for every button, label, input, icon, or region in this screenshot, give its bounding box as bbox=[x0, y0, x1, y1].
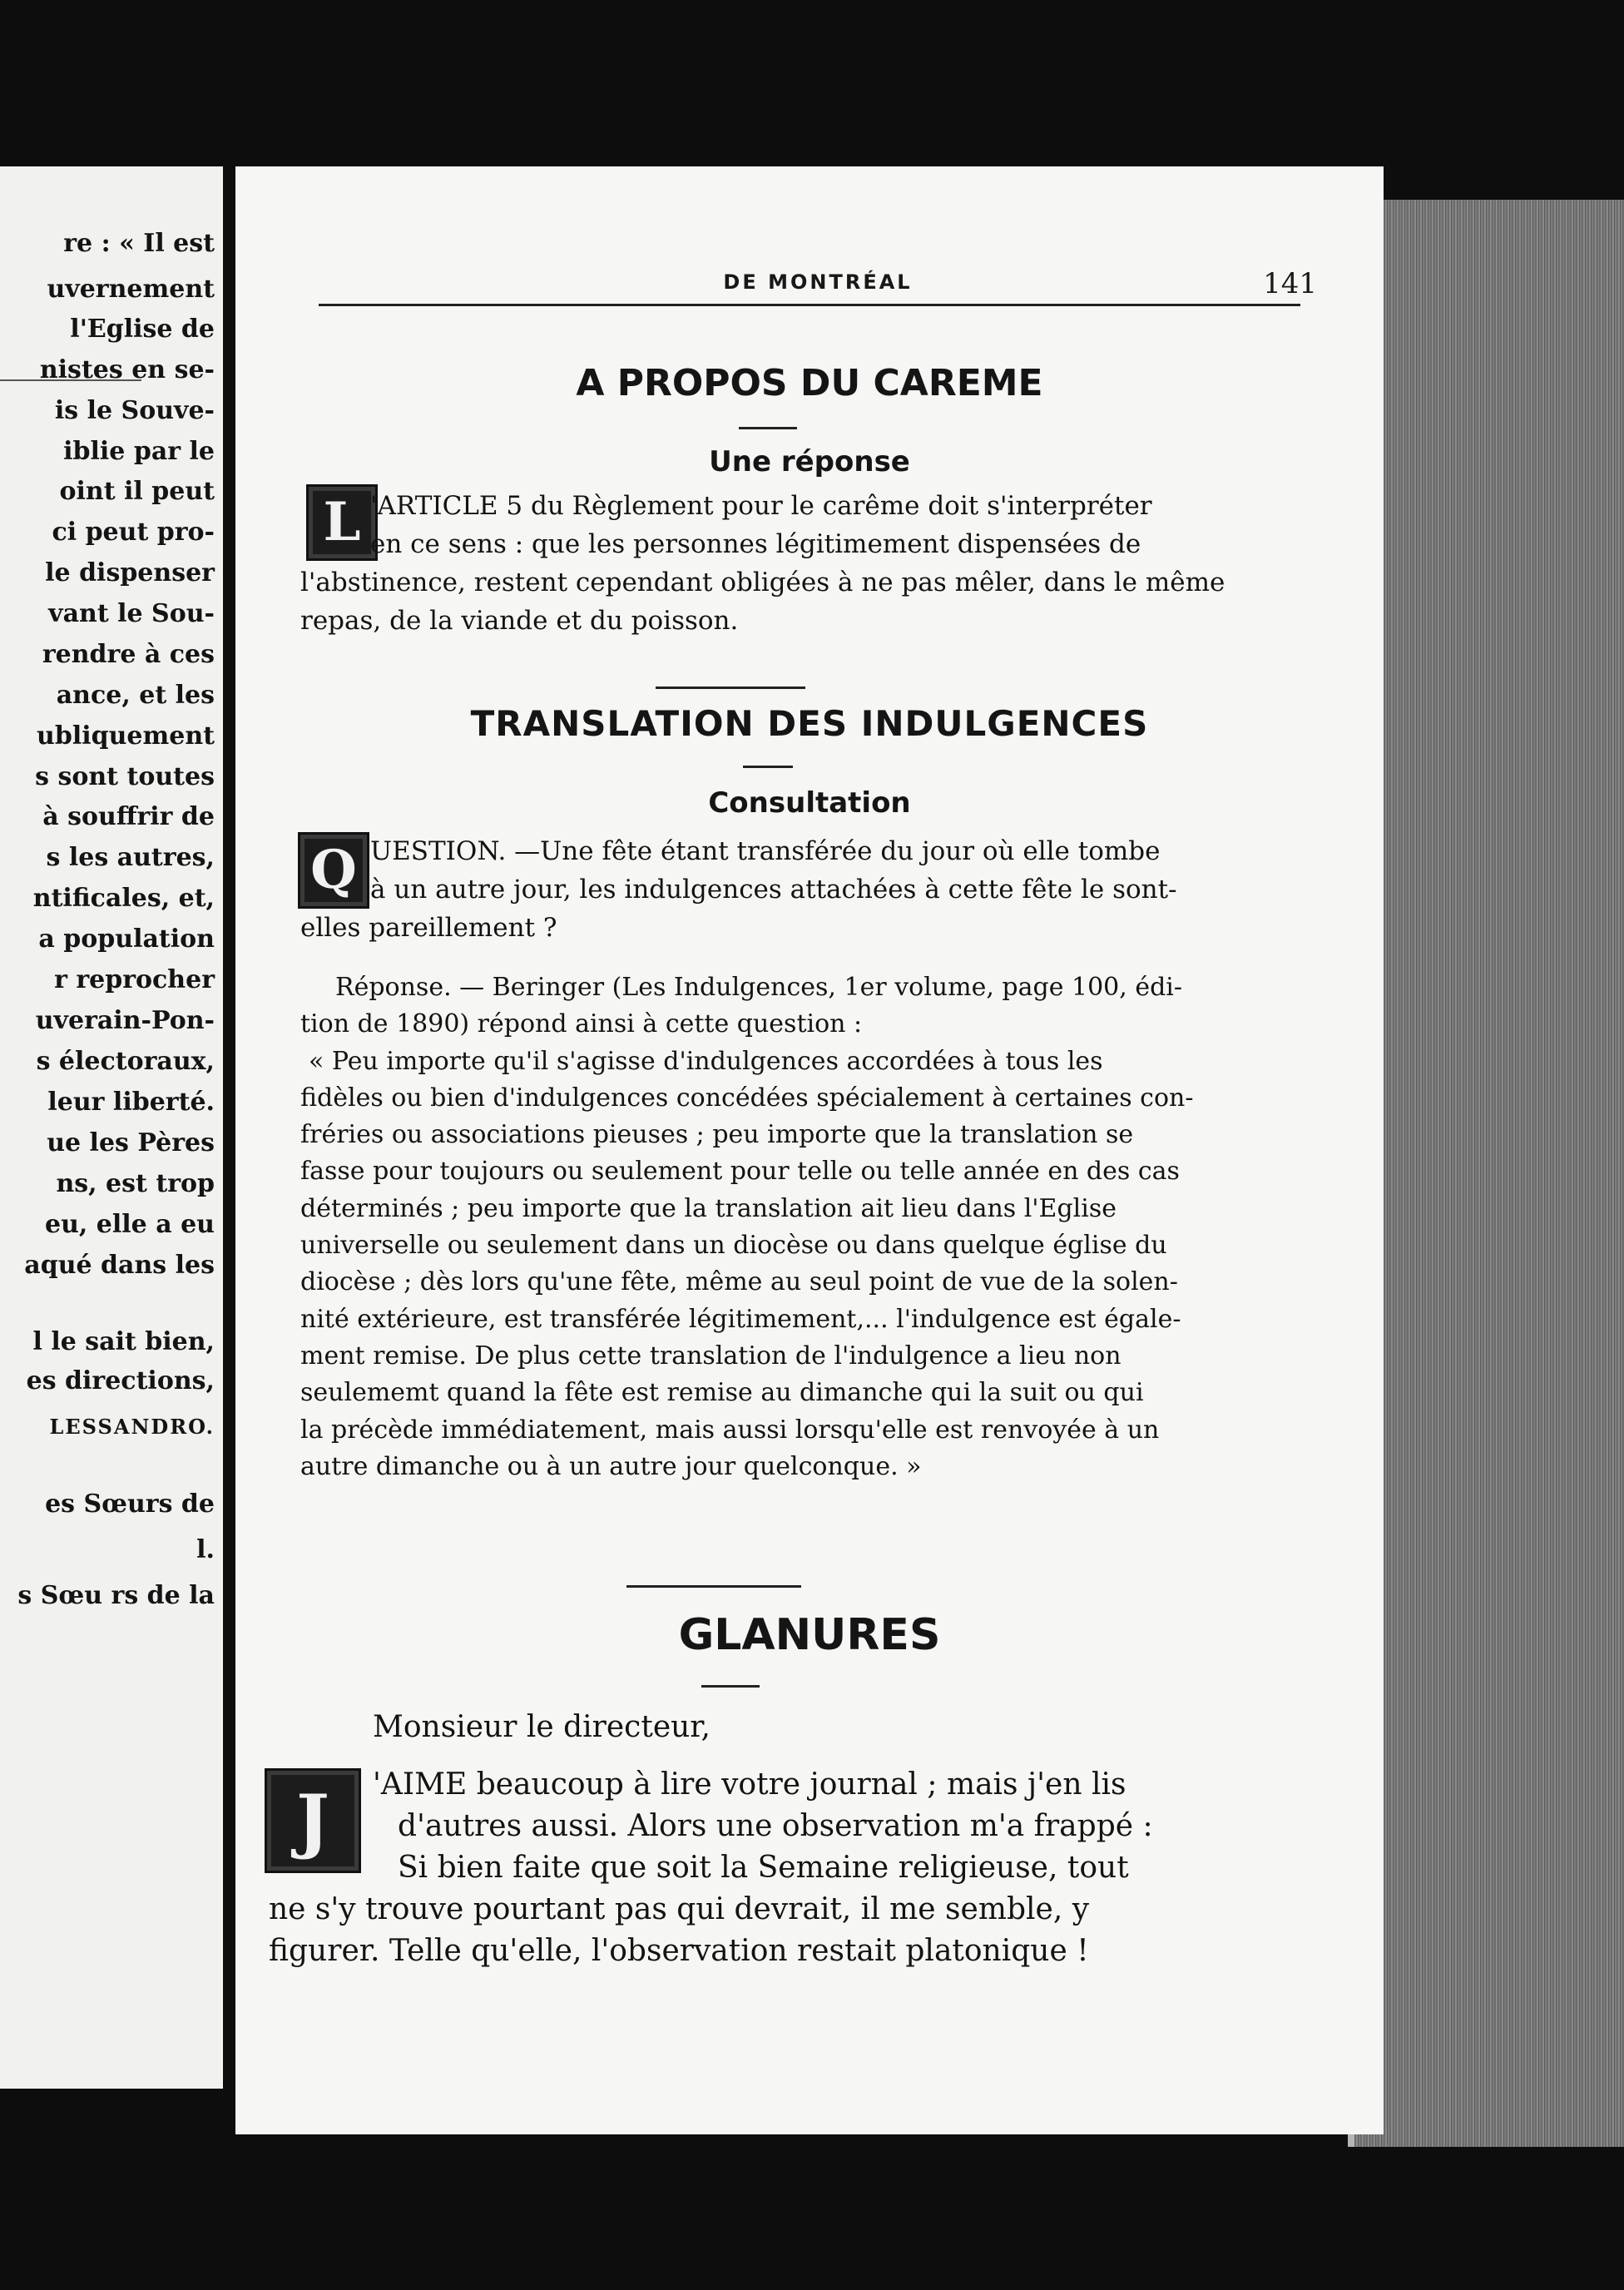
facing-page-line: uverain-Pon- bbox=[35, 1006, 215, 1035]
text-line: ment remise. De plus cette translation de l'indulgence a lieu non bbox=[300, 1341, 1121, 1371]
text-line: diocèse ; dès lors qu'une fête, même au seul point de vue de la solen- bbox=[300, 1267, 1178, 1297]
page-header bbox=[319, 267, 1317, 304]
facing-page-line: ue les Pères bbox=[47, 1128, 215, 1157]
text-line: Si bien faite que soit la Semaine religieuse, tout bbox=[398, 1851, 1129, 1885]
facing-page-line: à souffrir de bbox=[42, 802, 215, 831]
section-divider bbox=[626, 1585, 801, 1588]
facing-page-line: es directions, bbox=[26, 1366, 215, 1395]
facing-page-line: vant le Sou- bbox=[48, 599, 215, 628]
facing-page-line: s les autres, bbox=[46, 843, 215, 872]
text-line: Réponse. — Beringer (Les Indulgences, 1er volume, page 100, édi- bbox=[335, 973, 1183, 1002]
section-title-careme: A PROPOS DU CAREME bbox=[576, 362, 1043, 404]
facing-page-line: le dispenser bbox=[45, 558, 215, 587]
section-subtitle-consultation: Consultation bbox=[708, 786, 911, 820]
facing-page-line: re : « Il est bbox=[63, 229, 215, 258]
section-title-glanures: GLANURES bbox=[678, 1610, 941, 1660]
dropcap-l: L bbox=[306, 484, 378, 561]
title-rule bbox=[743, 766, 793, 768]
text-line: la précède immédiatement, mais aussi lorsqu'elle est renvoyée à un bbox=[300, 1415, 1160, 1445]
header-rule bbox=[319, 304, 1300, 306]
text-line: 'ARTICLE 5 du Règlement pour le carême doit s'interpréter bbox=[370, 491, 1152, 521]
section-divider bbox=[656, 687, 805, 689]
facing-page-line: s sont toutes bbox=[35, 762, 215, 791]
text-line: l'abstinence, restent cependant obligées à ne pas mêler, dans le même bbox=[300, 568, 1225, 597]
section-title-indulgences: TRANSLATION DES INDULGENCES bbox=[470, 703, 1149, 744]
text-line: déterminés ; peu importe que la translation ait lieu dans l'Eglise bbox=[300, 1193, 1116, 1223]
facing-page-line: es Sœurs de bbox=[45, 1489, 215, 1519]
facing-page-line: r reprocher bbox=[54, 965, 215, 994]
facing-page-line: a population bbox=[38, 924, 215, 954]
facing-page-line: is le Souve- bbox=[54, 396, 215, 425]
facing-page-line: ntificales, et, bbox=[32, 884, 215, 913]
glanures-paragraph bbox=[269, 1764, 1300, 1972]
text-line: fasse pour toujours ou seulement pour telle ou telle année en des cas bbox=[300, 1157, 1180, 1187]
text-line: autre dimanche ou à un autre jour quelconque. » bbox=[300, 1451, 922, 1481]
facing-page-line: l. bbox=[196, 1535, 215, 1564]
text-line: ne s'y trouve pourtant pas qui devrait, il me semble, y bbox=[269, 1892, 1090, 1926]
facing-page-line: eu, elle a eu bbox=[45, 1210, 215, 1239]
text-line: en ce sens : que les personnes légitimement dispensées de bbox=[370, 529, 1141, 559]
text-line: repas, de la viande et du poisson. bbox=[300, 606, 739, 636]
text-line: elles pareillement ? bbox=[300, 913, 557, 943]
facing-page bbox=[0, 166, 223, 2089]
running-head: DE MONTRÉAL bbox=[723, 270, 913, 294]
facing-page-line: ci peut pro- bbox=[52, 518, 215, 547]
facing-page-line: rendre à ces bbox=[42, 640, 215, 669]
text-line: universelle ou seulement dans un diocèse ou dans quelque église du bbox=[300, 1231, 1167, 1261]
text-line: fréries ou associations pieuses ; peu importe que la translation se bbox=[300, 1120, 1134, 1150]
page-number: 141 bbox=[1263, 267, 1317, 300]
text-line: « Peu importe qu'il s'agisse d'indulgences accordées à tous les bbox=[309, 1046, 1103, 1076]
text-line: UESTION. —Une fête étant transférée du jour où elle tombe bbox=[370, 836, 1161, 866]
answer-paragraph bbox=[300, 969, 1292, 1485]
main-page bbox=[235, 166, 1384, 2134]
title-rule bbox=[739, 427, 797, 429]
salutation: Monsieur le directeur, bbox=[373, 1710, 711, 1744]
text-line: figurer. Telle qu'elle, l'observation restait platonique ! bbox=[269, 1934, 1089, 1968]
text-line: à un autre jour, les indulgences attachées à cette fête le sont- bbox=[370, 875, 1177, 905]
facing-page-line: oint il peut bbox=[59, 477, 215, 506]
dropcap-q: Q bbox=[298, 832, 369, 909]
facing-page-line: l'Eglise de bbox=[70, 315, 215, 344]
facing-page-line: ubliquement bbox=[37, 721, 215, 751]
facing-page-line: aqué dans les bbox=[24, 1251, 215, 1280]
facing-page-line: ance, et les bbox=[56, 681, 215, 710]
facing-page-line: leur liberté. bbox=[47, 1088, 215, 1117]
question-paragraph bbox=[300, 832, 1292, 947]
text-line: d'autres aussi. Alors une observation m'a frappé : bbox=[398, 1809, 1153, 1843]
text-line: fidèles ou bien d'indulgences concédées spécialement à certaines con- bbox=[300, 1083, 1194, 1113]
facing-page-line: ns, est trop bbox=[56, 1169, 215, 1198]
facing-page-line: iblie par le bbox=[63, 437, 215, 466]
facing-page-line: s Sœu rs de la bbox=[17, 1581, 215, 1610]
facing-page-line: nistes en se- bbox=[39, 355, 215, 384]
text-line: seulememt quand la fête est remise au dimanche qui la suit ou qui bbox=[300, 1378, 1144, 1408]
facing-page-line: uvernement bbox=[47, 275, 215, 304]
facing-page-line: l le sait bien, bbox=[32, 1327, 215, 1356]
text-line: 'AIME beaucoup à lire votre journal ; mais j'en lis bbox=[373, 1767, 1126, 1802]
book-page-edges bbox=[1348, 200, 1624, 2147]
section-subtitle-reponse: Une réponse bbox=[709, 445, 910, 478]
title-rule bbox=[701, 1685, 760, 1688]
facing-page-line: s électoraux, bbox=[36, 1047, 215, 1076]
careme-paragraph bbox=[300, 487, 1292, 640]
facing-page-line: LESSANDRO. bbox=[49, 1415, 215, 1439]
text-line: tion de 1890) répond ainsi à cette question : bbox=[300, 1009, 863, 1039]
dropcap-j: J bbox=[265, 1768, 361, 1873]
text-line: nité extérieure, est transférée légitimement,... l'indulgence est égale- bbox=[300, 1304, 1181, 1334]
